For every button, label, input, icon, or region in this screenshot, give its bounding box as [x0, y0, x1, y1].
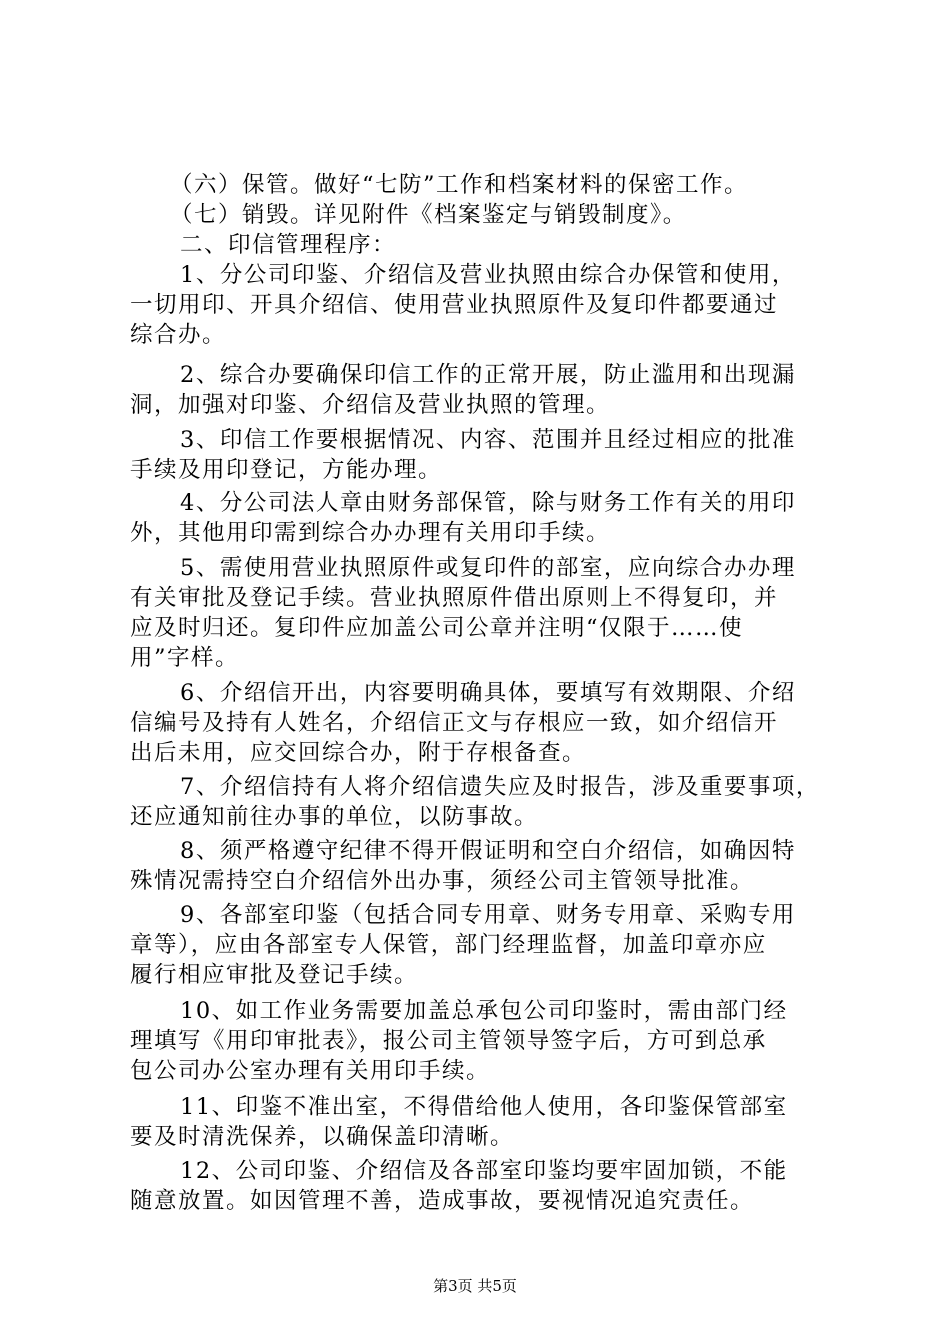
text-line: 手续及用印登记，方能办理。 [130, 457, 443, 483]
text-line: 1、分公司印鉴、介绍信及营业执照由综合办保管和使用， [180, 262, 796, 288]
text-line: 洞，加强对印鉴、介绍信及营业执照的管理。 [130, 392, 611, 418]
text-line: 用”字样。 [130, 645, 240, 671]
text-line: 出后未用，应交回综合办，附于存根备查。 [130, 740, 587, 766]
text-line: 一切用印、开具介绍信、使用营业执照原件及复印件都要通过 [130, 292, 779, 318]
text-line: 还应通知前往办事的单位，以防事故。 [130, 804, 539, 830]
text-line: 4、分公司法人章由财务部保管，除与财务工作有关的用印 [180, 490, 796, 516]
text-line: 信编号及持有人姓名，介绍信正文与存根应一致，如介绍信开 [130, 710, 779, 736]
section-heading: 二、印信管理程序： [180, 232, 397, 258]
text-line: 8、须严格遵守纪律不得开假证明和空白介绍信，如确因特 [180, 838, 796, 864]
text-line: 3、印信工作要根据情况、内容、范围并且经过相应的批准 [180, 427, 796, 453]
text-line: （七）销毁。详见附件《档案鉴定与销毁制度》。 [170, 202, 687, 228]
text-line: 应及时归还。复印件应加盖公司公章并注明“仅限于……使 [130, 615, 744, 641]
text-line: （六）保管。做好“七防”工作和档案材料的保密工作。 [170, 172, 749, 198]
text-line: 12、公司印鉴、介绍信及各部室印鉴均要牢固加锁，不能 [180, 1158, 788, 1184]
text-line: 有关审批及登记手续。营业执照原件借出原则上不得复印，并 [130, 585, 779, 611]
text-line: 包公司办公室办理有关用印手续。 [130, 1058, 491, 1084]
text-line: 7、介绍信持有人将介绍信遗失应及时报告，涉及重要事项， [180, 774, 820, 800]
text-line: 11、印鉴不准出室，不得借给他人使用，各印鉴保管部室 [180, 1094, 788, 1120]
text-line: 理填写《用印审批表》，报公司主管领导签字后，方可到总承 [130, 1028, 767, 1054]
text-line: 章等），应由各部室专人保管，部门经理监督，加盖印章亦应 [130, 932, 767, 958]
text-line: 6、介绍信开出，内容要明确具体，要填写有效期限、介绍 [180, 680, 796, 706]
text-line: 综合办。 [130, 322, 227, 348]
page-number-footer: 第3页 共5页 [433, 1277, 517, 1295]
text-line: 2、综合办要确保印信工作的正常开展，防止滥用和出现漏 [180, 362, 796, 388]
text-line: 随意放置。如因管理不善，造成事故，要视情况追究责任。 [130, 1188, 755, 1214]
text-line: 9、各部室印鉴（包括合同专用章、财务专用章、采购专用 [180, 902, 796, 928]
text-line: 要及时清洗保养，以确保盖印清晰。 [130, 1124, 515, 1150]
text-line: 外，其他用印需到综合办办理有关用印手续。 [130, 520, 611, 546]
text-line: 履行相应审批及登记手续。 [130, 962, 419, 988]
text-line: 殊情况需持空白介绍信外出办事，须经公司主管领导批准。 [130, 868, 755, 894]
text-line: 5、需使用营业执照原件或复印件的部室，应向综合办办理 [180, 555, 796, 581]
text-line: 10、如工作业务需要加盖总承包公司印鉴时，需由部门经 [180, 998, 788, 1024]
